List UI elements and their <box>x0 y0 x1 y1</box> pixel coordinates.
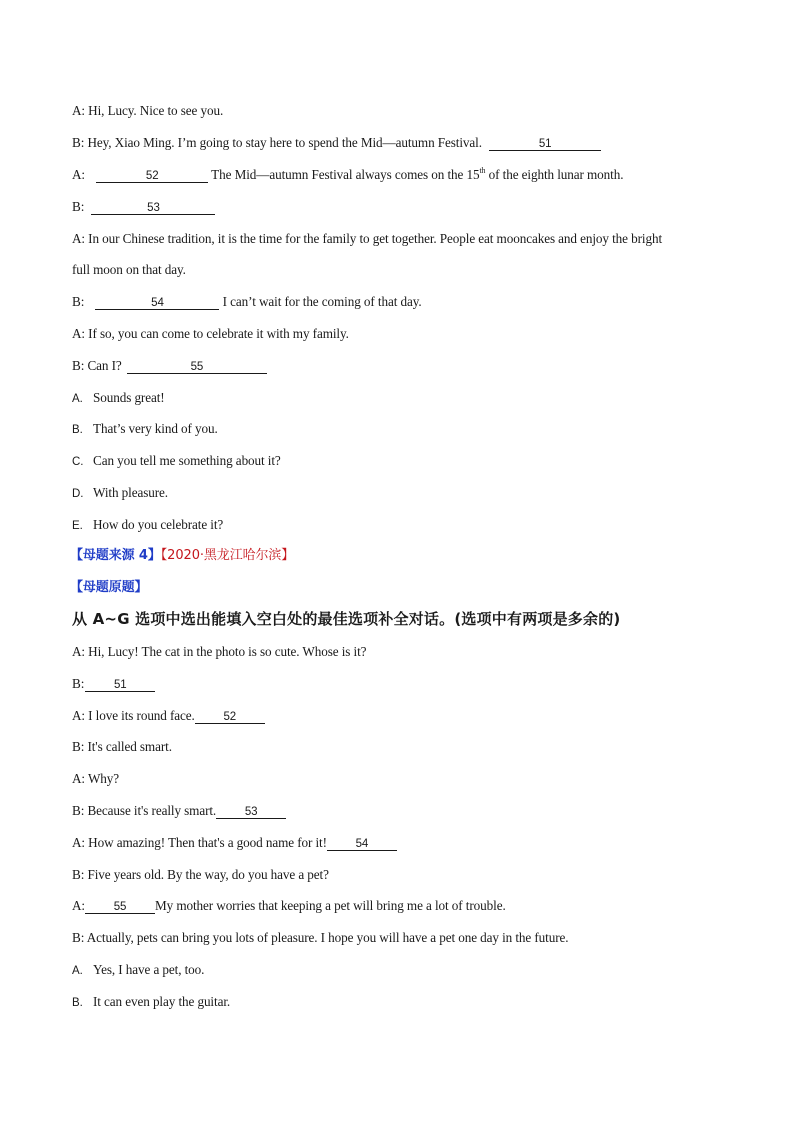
dialogue2-line-7 <box>72 835 734 851</box>
dialogue1-line-9 <box>72 358 734 374</box>
dialogue2-line-9 <box>72 898 734 914</box>
option-letter: A. <box>72 965 83 977</box>
dialogue1-line-2-text: B: Hey, Xiao Ming. I’m going to stay here to spend the Mid—autumn Festival. <box>72 135 482 150</box>
option-letter: C. <box>72 456 84 468</box>
blank-number: 55 <box>190 361 204 373</box>
blank-51 <box>85 677 155 692</box>
blank-number: 54 <box>355 838 369 850</box>
dialogue1-line-7 <box>72 294 734 310</box>
option-text: That’s very kind of you. <box>93 421 218 436</box>
option-letter: D. <box>72 488 84 500</box>
blank-55 <box>127 359 267 374</box>
option-c <box>72 453 734 470</box>
blank-53 <box>91 200 215 215</box>
speaker-label: B: <box>72 199 85 214</box>
option-text: Yes, I have a pet, too. <box>93 962 205 977</box>
ordinal-suffix: th <box>479 166 486 175</box>
blank-number: 51 <box>538 138 552 150</box>
source-origin: 【2020·黑龙江哈尔滨】 <box>160 548 295 563</box>
option-a <box>72 390 734 407</box>
dialogue1-line-3 <box>72 167 734 183</box>
dialogue2-line-8: B: Five years old. By the way, do you have a pet? <box>72 867 329 882</box>
dialogue1-line-5: A: In our Chinese tradition, it is the time for the family to get together. People eat mooncakes and enjoy the bright <box>72 231 663 246</box>
dialogue2-line-6 <box>72 803 734 819</box>
option2-b <box>72 994 734 1011</box>
blank-54 <box>95 295 219 310</box>
dialogue1-line-1: A: Hi, Lucy. Nice to see you. <box>72 103 224 118</box>
dialogue1-line-2 <box>72 135 734 151</box>
dialogue1-line-3-text-b: of the eighth lunar month. <box>488 167 624 182</box>
instruction-heading: 从 A~G 选项中选出能填入空白处的最佳选项补全对话。(选项中有两项是多余的) <box>72 610 621 628</box>
dialogue2-line-5: A: Why? <box>72 771 120 786</box>
dialogue2-line-6-text: B: Because it's really smart. <box>72 803 217 818</box>
option-letter: B. <box>72 997 83 1009</box>
blank-number: 51 <box>113 679 127 691</box>
option2-a <box>72 962 734 979</box>
blank-number: 55 <box>113 901 127 913</box>
speaker-label: B: <box>72 676 85 691</box>
blank-52 <box>96 168 208 183</box>
speaker-label: A: <box>72 167 85 182</box>
blank-54 <box>327 836 397 851</box>
option-letter: E. <box>72 520 83 532</box>
dialogue2-line-3-text: A: I love its round face. <box>72 708 195 723</box>
blank-number: 52 <box>145 170 159 182</box>
blank-number: 53 <box>147 202 160 214</box>
option-text: Can you tell me something about it? <box>93 453 281 468</box>
blank-55 <box>85 899 155 914</box>
option-d <box>72 485 734 502</box>
source-label: 【母题来源 4】 <box>70 548 161 563</box>
option-letter: B. <box>72 424 83 436</box>
dialogue2-line-2 <box>72 676 734 692</box>
option-text: With pleasure. <box>93 485 168 500</box>
option-text: Sounds great! <box>93 390 165 405</box>
original-question-tag: 【母题原题】 <box>70 580 148 595</box>
dialogue1-line-7-text: I can’t wait for the coming of that day. <box>222 294 422 309</box>
speaker-label: B: <box>72 294 85 309</box>
dialogue1-line-8: A: If so, you can come to celebrate it with my family. <box>72 326 349 341</box>
dialogue1-line-4 <box>72 199 734 215</box>
blank-number: 52 <box>223 711 237 723</box>
source-tag <box>70 548 734 564</box>
option-e <box>72 517 734 534</box>
dialogue2-line-4: B: It's called smart. <box>72 739 172 754</box>
dialogue2-line-9-text: My mother worries that keeping a pet will bring me a lot of trouble. <box>155 898 506 913</box>
blank-number: 54 <box>151 297 164 309</box>
blank-number: 53 <box>244 806 258 818</box>
option-text: How do you celebrate it? <box>93 517 224 532</box>
option-letter: A. <box>72 393 83 405</box>
blank-53 <box>216 804 286 819</box>
dialogue2-line-10: B: Actually, pets can bring you lots of pleasure. I hope you will have a pet one day in the future. <box>72 930 569 945</box>
dialogue1-line-9-text: B: Can I? <box>72 358 122 373</box>
dialogue1-line-6: full moon on that day. <box>72 262 186 277</box>
dialogue2-line-1: A: Hi, Lucy! The cat in the photo is so cute. Whose is it? <box>72 644 367 659</box>
option-text: It can even play the guitar. <box>93 994 231 1009</box>
blank-52 <box>195 709 265 724</box>
dialogue2-line-3 <box>72 708 734 724</box>
blank-51 <box>489 136 601 151</box>
speaker-label: A: <box>72 898 85 913</box>
dialogue2-line-7-text: A: How amazing! Then that's a good name for it! <box>72 835 327 850</box>
dialogue1-line-3-text: The Mid—autumn Festival always comes on the 15 <box>211 167 480 182</box>
option-b <box>72 421 734 438</box>
